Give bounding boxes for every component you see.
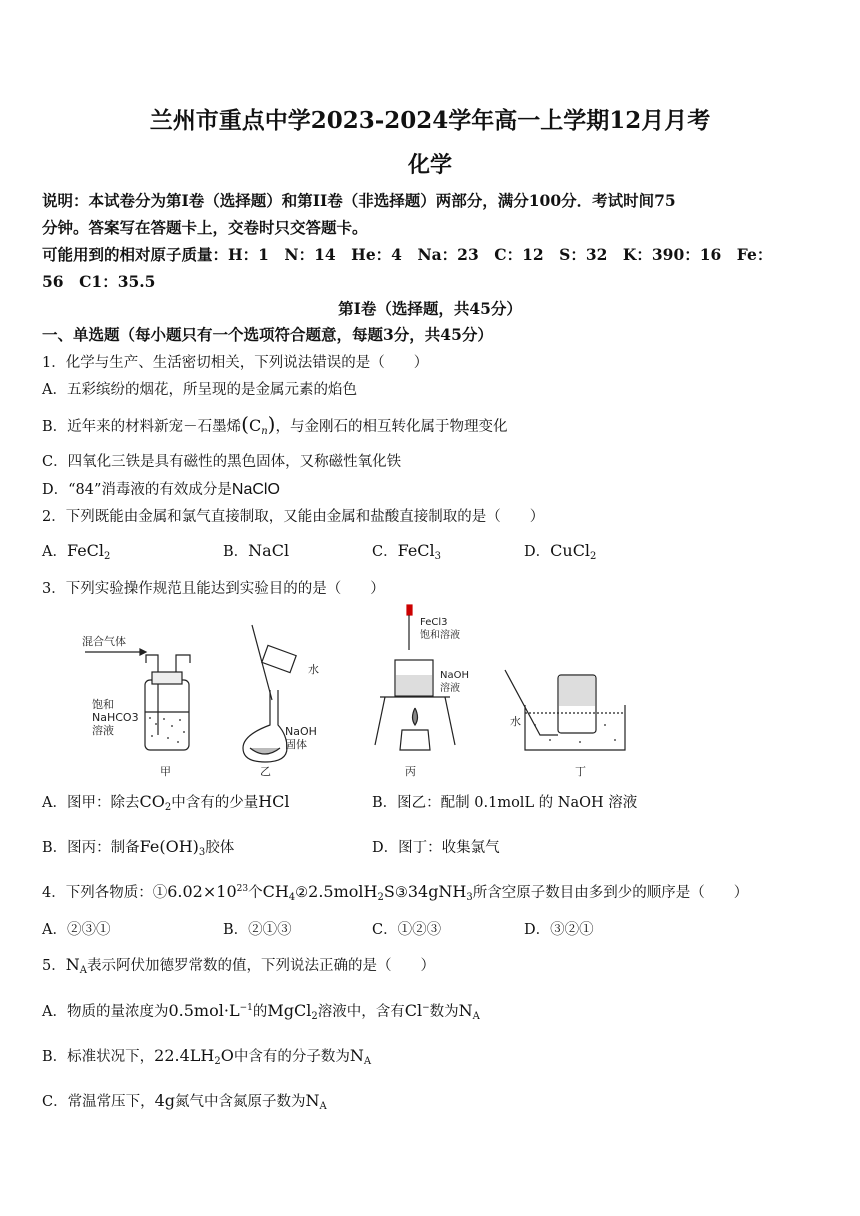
svg-text:固体: 固体 <box>285 738 307 751</box>
q1-option-a: A．五彩缤纷的烟花，所呈现的是金属元素的焰色 <box>42 382 357 398</box>
q2-options <box>42 540 822 564</box>
q2-option-b: B．NaCl <box>223 541 290 560</box>
q3-stem: 3．下列实验操作规范且能达到实验目的的是（ ） <box>42 581 385 597</box>
q1-stem: 1．化学与生产、生活密切相关，下列说法错误的是（ ） <box>42 355 429 371</box>
q2-option-c: C．FeCl$_3$ <box>372 541 442 562</box>
q3-apparatus-figure <box>80 600 640 780</box>
svg-text:混合气体: 混合气体 <box>82 635 126 648</box>
q4-option-b: B．②①③ <box>223 922 292 938</box>
svg-text:甲: 甲 <box>160 765 171 778</box>
q3-option-d: D．图丁：收集氯气 <box>372 840 500 856</box>
q3-option-a: A．图甲：除去$CO_2$中含有的少量HCl <box>42 792 290 813</box>
instructions-line-2: 分钟。答案写在答题卡上，交卷时只交答题卡。 <box>42 218 368 237</box>
svg-text:溶液: 溶液 <box>92 724 114 737</box>
q4-option-c: C．①②③ <box>372 922 442 938</box>
section-heading: 一、单选题（每小题只有一个选项符合题意，每题3分，共45分） <box>42 325 493 344</box>
q1-option-c: C．四氧化三铁是具有磁性的黑色固体，又称磁性氧化铁 <box>42 454 402 470</box>
q3-option-c: B．图丙：制备$Fe(OH)_3$胶体 <box>42 837 235 858</box>
atomic-mass-line-2: 56 C1：35.5 <box>42 272 156 291</box>
subject-title: 化学 <box>407 152 452 178</box>
q2-stem: 2．下列既能由金属和氯气直接制取，又能由金属和盐酸直接制取的是（ ） <box>42 509 545 525</box>
q5-option-c: C．常温常压下，4g氮气中含氮原子数为$N_A$ <box>42 1091 327 1112</box>
q4-stem: 4．下列各物质：$①6.02\times 10^{23}$个$CH_4②2.5molH_2S③34gNH_3$所含空原子数目由多到少的顺序是（ ） <box>42 882 749 903</box>
figure-bing <box>375 605 469 778</box>
q2-option-d: D．CuCl$_2$ <box>524 541 597 562</box>
q1-option-b: B．近年来的材料新宠－石墨烯$(C_n)$，与金刚石的相互转化属于物理变化 <box>42 412 508 437</box>
svg-text:溶液: 溶液 <box>440 683 460 694</box>
atomic-mass-line-1: 可能用到的相对原子质量：H：1 N：14 He：4 Na：23 C：12 S：32 K：390：16 Fe： <box>42 245 773 264</box>
q5-option-a: A．物质的量浓度为$0.5mol\cdot L^{-1}$的MgCl$_2$溶液中，含有Cl−数为$N_A$ <box>42 1001 480 1022</box>
svg-text:FeCl3: FeCl3 <box>420 617 448 628</box>
instructions-line-1: 说明：本试卷分为第I卷（选择题）和第II卷（非选择题）两部分，满分100分．考试时间75 <box>42 191 676 210</box>
part-title: 第I卷（选择题，共45分） <box>338 299 522 318</box>
q1-option-d: D．“84”消毒液的有效成分是NaClO <box>42 481 280 498</box>
svg-text:丙: 丙 <box>405 765 416 778</box>
q4-options <box>42 918 822 940</box>
q4-option-a: A．②③① <box>42 922 111 938</box>
svg-text:乙: 乙 <box>260 765 271 778</box>
q4-option-d: D．③②① <box>524 922 594 938</box>
svg-text:水: 水 <box>308 663 319 676</box>
svg-text:水: 水 <box>510 715 521 728</box>
svg-text:饱和溶液: 饱和溶液 <box>420 630 460 641</box>
figure-ding <box>505 670 625 778</box>
svg-text:丁: 丁 <box>575 765 586 778</box>
figure-jia <box>82 634 190 778</box>
svg-text:NaOH: NaOH <box>285 725 317 738</box>
q5-stem: 5．$N_A$表示阿伏加德罗常数的值，下列说法正确的是（ ） <box>42 955 435 976</box>
exam-title: 兰州市重点中学2023-2024学年高一上学期12月月考 <box>149 107 711 134</box>
svg-text:饱和: 饱和 <box>92 698 114 711</box>
q5-option-b: B．标准状况下，$22.4LH_2O$中含有的分子数为$N_A$ <box>42 1046 372 1067</box>
svg-text:NaOH: NaOH <box>440 670 469 681</box>
svg-text:NaHCO3: NaHCO3 <box>92 711 139 724</box>
q2-option-a: A．FeCl$_2$ <box>42 541 111 562</box>
figure-yi <box>243 625 319 778</box>
q3-option-b: B．图乙：配制 0.1molL 的 NaOH 溶液 <box>372 795 638 811</box>
